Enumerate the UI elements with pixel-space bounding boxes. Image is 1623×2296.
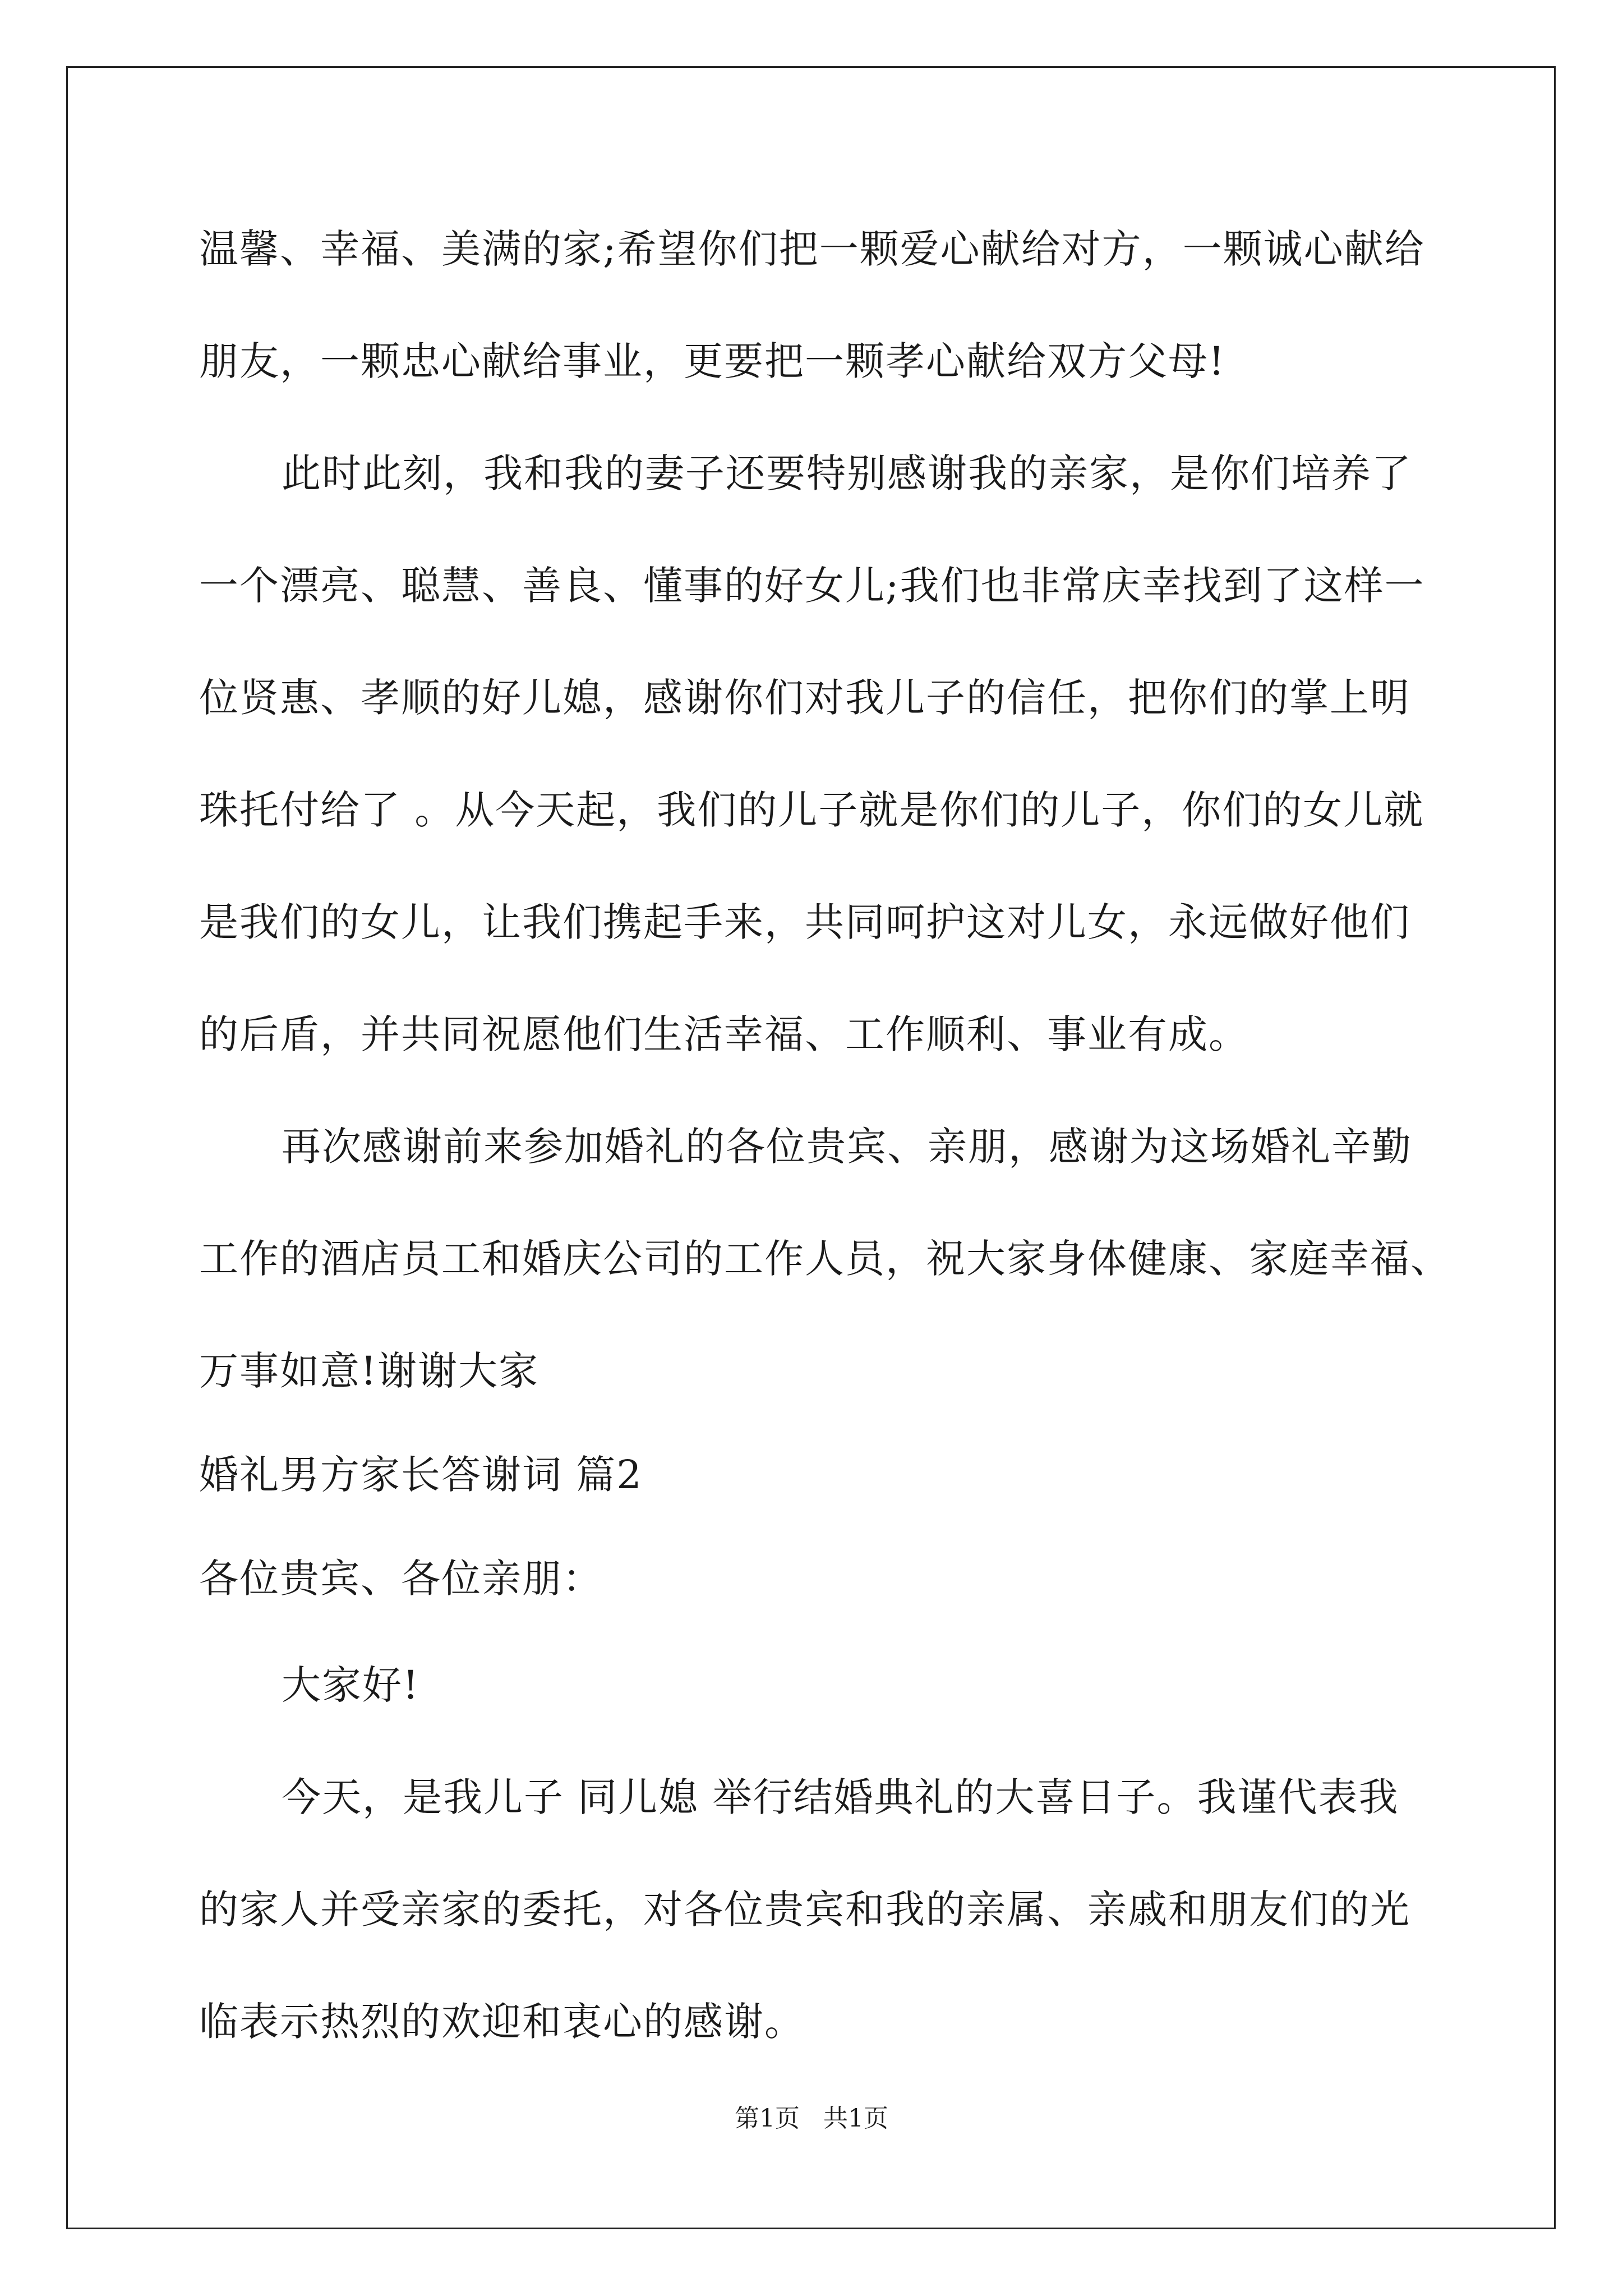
paragraph-line: 临表示热烈的欢迎和衷心的感谢。: [199, 1999, 805, 2045]
paragraph-line: 是我们的女儿，让我们携起手来，共同呵护这对儿女，永远做好他们: [199, 899, 1410, 945]
section-heading: 婚礼男方家长答谢词 篇2: [199, 1452, 643, 1498]
paragraph-line: 万事如意!谢谢大家: [199, 1348, 540, 1394]
paragraph-line: 工作的酒店员工和婚庆公司的工作人员，祝大家身体健康、家庭幸福、: [199, 1236, 1451, 1282]
paragraph-line: 的家人并受亲家的委托，对各位贵宾和我的亲属、亲戚和朋友们的光: [199, 1887, 1410, 1932]
paragraph-line: 珠托付给了 。从今天起，我们的儿子就是你们的儿子，你们的女儿就: [199, 787, 1424, 833]
salutation: 各位贵宾、各位亲朋：: [199, 1556, 603, 1602]
paragraph-line: 一个漂亮、聪慧、善良、懂事的好女儿;我们也非常庆幸找到了这样一: [199, 563, 1425, 609]
paragraph-line: 此时此刻，我和我的妻子还要特别感谢我的亲家，是你们培养了: [282, 450, 1412, 496]
paragraph-line: 温馨、幸福、美满的家;希望你们把一颗爱心献给对方，一颗诚心献给: [199, 226, 1425, 272]
paragraph-line: 的后盾，并共同祝愿他们生活幸福、工作顺利、事业有成。: [199, 1011, 1249, 1057]
paragraph-line: 朋友，一颗忠心献给事业，更要把一颗孝心献给双方父母!: [199, 338, 1226, 384]
paragraph-line: 再次感谢前来参加婚礼的各位贵宾、亲朋，感谢为这场婚礼辛勤: [282, 1124, 1412, 1170]
paragraph-line: 今天，是我儿子 同儿媳 举行结婚典礼的大喜日子。我谨代表我: [282, 1774, 1399, 1820]
page-number-footer: 第1页 共1页: [735, 2104, 888, 2133]
greeting: 大家好!: [282, 1662, 420, 1708]
paragraph-line: 位贤惠、孝顺的好儿媳，感谢你们对我儿子的信任，把你们的掌上明: [199, 675, 1410, 721]
